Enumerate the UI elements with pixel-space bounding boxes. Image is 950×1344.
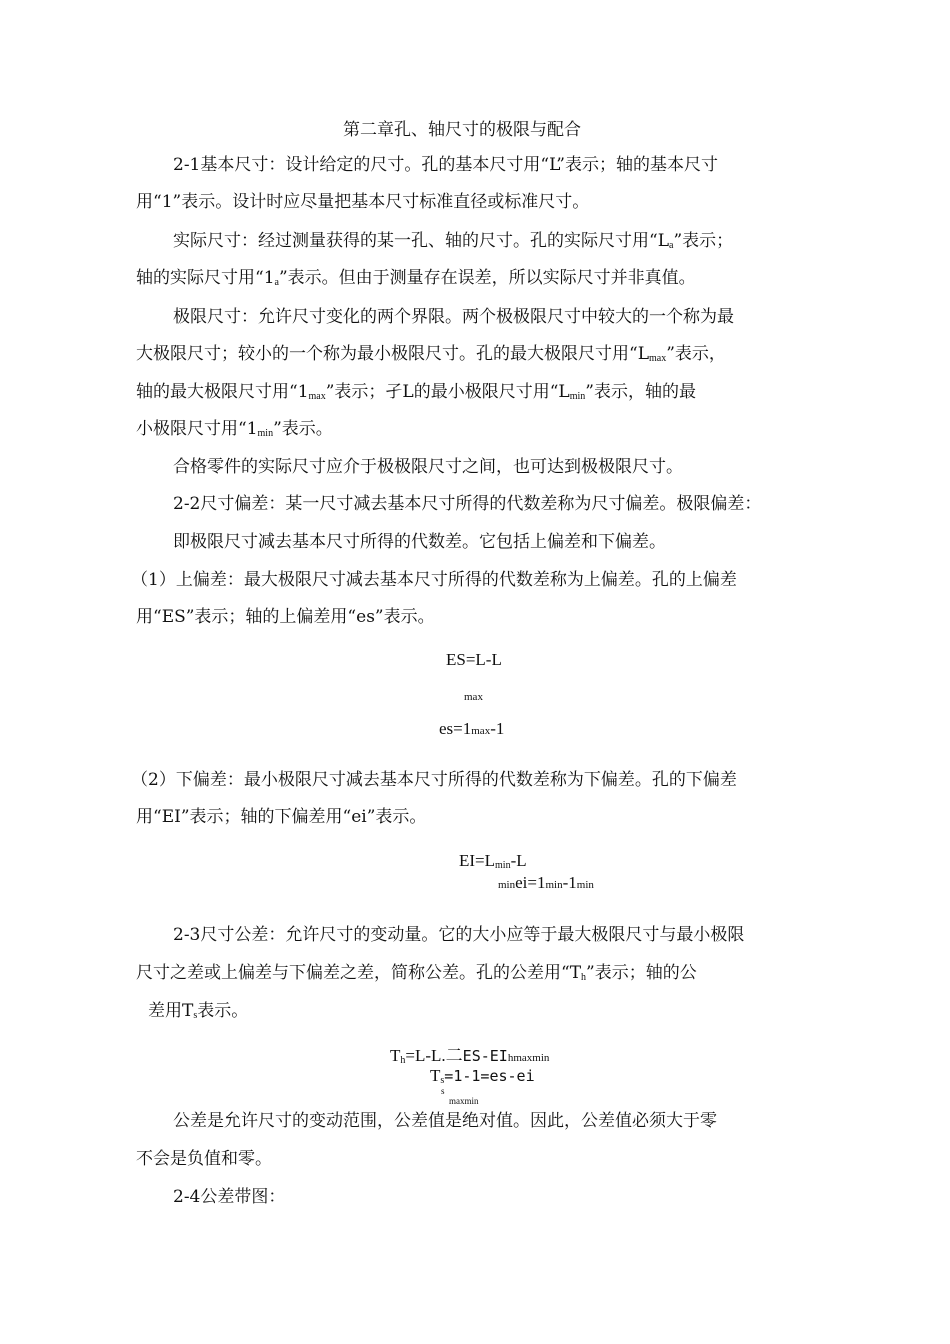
para-deviation-line1: 2-2尺寸偏差：某一尺寸减去基本尺寸所得的代数差称为尺寸偏差。极限偏差： (173, 494, 762, 514)
formula-es-line3: es=1max-1 (439, 719, 505, 738)
para-upper-deviation-line2: 用“ES”表示；轴的上偏差用“es”表示。 (136, 607, 435, 627)
formula-ts-line4: maxmin (449, 1096, 479, 1106)
para-limit-size-line1: 极限尺寸：允许尺寸变化的两个界限。两个极极限尺寸中较大的一个称为最 (173, 307, 734, 327)
para-limit-size-line4: 小极限尺寸用“$1_{min}$”表示。 (136, 419, 333, 439)
formula-es-line2: max (464, 691, 483, 703)
para-tolerance-line2: 尺寸之差或上偏差与下偏差之差，简称公差。孔的公差用“$T_h$”表示；轴的公 (136, 963, 697, 983)
para-basic-size-line1: 2-1基本尺寸：设计给定的尺寸。孔的基本尺寸用“L”表示；轴的基本尺寸 (173, 155, 718, 175)
para-limit-size-line3: 轴的最大极限尺寸用“$1_{max}$”表示；孑L的最小极限尺寸用“$L_{min}$”表示，轴的最 (136, 382, 696, 402)
formula-ei-line2: minei=1min-1min (498, 873, 594, 892)
para-qualified-parts: 合格零件的实际尺寸应介于极极限尺寸之间，也可达到极极限尺寸。 (173, 457, 683, 477)
formula-ei-line1: $EI=L_{min}-L$ (459, 851, 527, 871)
formula-th-line1: $T_h=L-L$.二ES-EIhmaxmin (390, 1046, 550, 1066)
page-title: 第二章孔、轴尺寸的极限与配合 (343, 120, 581, 140)
para-tolerance-line1: 2-3尺寸公差：允许尺寸的变动量。它的大小应等于最大极限尺寸与最小极限 (173, 925, 745, 945)
para-tolerance-line3: 差用$T_s$表示。 (148, 1001, 249, 1021)
para-basic-size-line2: 用“1”表示。设计时应尽量把基本尺寸标准直径或标准尺寸。 (136, 192, 590, 212)
para-upper-deviation-line1: （1）上偏差：最大极限尺寸减去基本尺寸所得的代数差称为上偏差。孔的上偏差 (131, 570, 737, 590)
para-tolerance-note-line1: 公差是允许尺寸的变动范围，公差值是绝对值。因此，公差值必须大于零 (173, 1111, 717, 1131)
para-actual-size-line2: 轴的实际尺寸用“$1_a$”表示。但由于测量存在误差，所以实际尺寸并非真值。 (136, 268, 696, 288)
para-lower-deviation-line1: （2）下偏差：最小极限尺寸减去基本尺寸所得的代数差称为下偏差。孔的下偏差 (131, 770, 737, 790)
para-tolerance-zone: 2-4公差带图： (173, 1187, 286, 1207)
para-actual-size-line1: 实际尺寸：经过测量获得的某一孔、轴的尺寸。孔的实际尺寸用“$L_a$”表示； (173, 231, 734, 251)
para-limit-size-line2: 大极限尺寸；较小的一个称为最小极限尺寸。孔的最大极限尺寸用“$L_{max}$”表示， (136, 344, 726, 364)
para-tolerance-note-line2: 不会是负值和零。 (136, 1149, 272, 1169)
para-deviation-line2: 即极限尺寸减去基本尺寸所得的代数差。它包括上偏差和下偏差。 (173, 532, 666, 552)
para-lower-deviation-line2: 用“EI”表示；轴的下偏差用“ei”表示。 (136, 807, 427, 827)
formula-es-line1: ES=L-L (446, 650, 502, 669)
formula-ts-line3: s (441, 1086, 445, 1096)
formula-ts-line2: $T_s=1-1=es-ei$ (430, 1066, 535, 1086)
